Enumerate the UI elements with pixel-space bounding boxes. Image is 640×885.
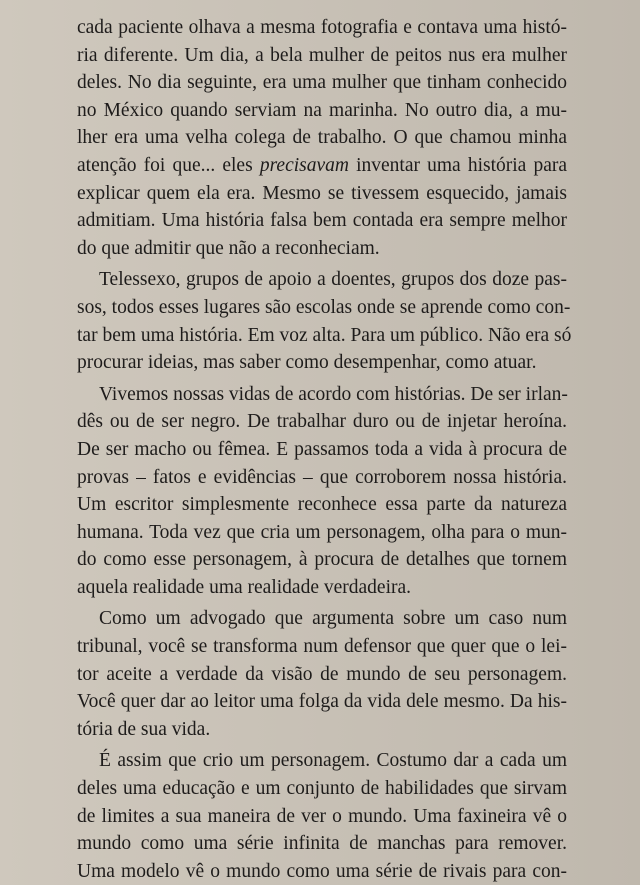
text-line: cada paciente olhava a mesma fotografia e contava uma histó- — [77, 17, 567, 38]
text-line: De ser macho ou fêmea. E passamos toda a vida à procura de — [77, 438, 567, 460]
text-line: do que admitir que não a reconheciam. — [77, 237, 380, 259]
emphasized-word: precisavam — [259, 154, 349, 176]
paragraph — [77, 381, 567, 602]
text-line: admitiam. Uma história falsa bem contada era sempre melhor — [77, 210, 567, 232]
text-line: atenção foi que... eles precisavam inventar uma história para — [77, 154, 567, 176]
text-line: deles uma educação e um conjunto de habilidades que sirvam — [77, 778, 567, 800]
text-line: tória de sua vida. — [77, 718, 211, 740]
text-line: mundo como uma série infinita de manchas para remover. — [77, 833, 567, 855]
text-line: do como esse personagem, à procura de detalhes que tornem — [77, 549, 567, 571]
text-line: no México quando serviam na marinha. No outro dia, a mu- — [77, 99, 567, 121]
text-line: tribunal, você se transforma num defensor que quer que o lei- — [77, 636, 567, 658]
text-line: explicar quem ela era. Mesmo se tivessem esquecido, jamais — [77, 182, 567, 204]
text-line: ria diferente. Um dia, a bela mulher de peitos nus era mulher — [77, 44, 567, 66]
text-line: humana. Toda vez que cria um personagem, olha para o mun- — [77, 521, 567, 543]
text-line: Como um advogado que argumenta sobre um caso num — [99, 608, 567, 630]
paragraph — [77, 266, 572, 376]
paragraph — [77, 14, 567, 262]
text-line: É assim que crio um personagem. Costumo dar a cada um — [99, 750, 567, 772]
text-line: tor aceite a verdade da visão de mundo de seu personagem. — [77, 663, 567, 685]
text-line: Telessexo, grupos de apoio a doentes, grupos dos doze pas- — [99, 269, 567, 291]
text-line: provas – fatos e evidências – que corroborem nossa história. — [77, 466, 567, 488]
paragraph — [77, 747, 567, 885]
text-line: Você quer dar ao leitor uma folga da vida dele mesmo. Da his- — [77, 691, 567, 713]
text-line: sos, todos esses lugares são escolas onde se aprende como con- — [77, 296, 571, 318]
text-line: Vivemos nossas vidas de acordo com histórias. De ser irlan- — [99, 383, 568, 405]
text-line: tar bem uma história. Em voz alta. Para um público. Não era só — [77, 324, 572, 346]
text-line: procurar ideias, mas saber como desempenhar, como atuar. — [77, 352, 537, 374]
text-line: aquela realidade uma realidade verdadeira. — [77, 576, 412, 598]
body-text — [77, 14, 572, 885]
paragraph — [77, 605, 567, 743]
text-line: Uma modelo vê o mundo como uma série de rivais para con- — [77, 860, 567, 882]
text-line: deles. No dia seguinte, era uma mulher que tinham conhecido — [77, 72, 567, 94]
text-line: de limites a sua maneira de ver o mundo. Uma faxineira vê o — [77, 805, 567, 827]
text-line: dês ou de ser negro. De trabalhar duro ou de injetar heroína. — [77, 411, 567, 433]
text-line: lher era uma velha colega de trabalho. O que chamou minha — [77, 127, 567, 149]
text-line: Um escritor simplesmente reconhece essa parte da natureza — [77, 494, 567, 516]
